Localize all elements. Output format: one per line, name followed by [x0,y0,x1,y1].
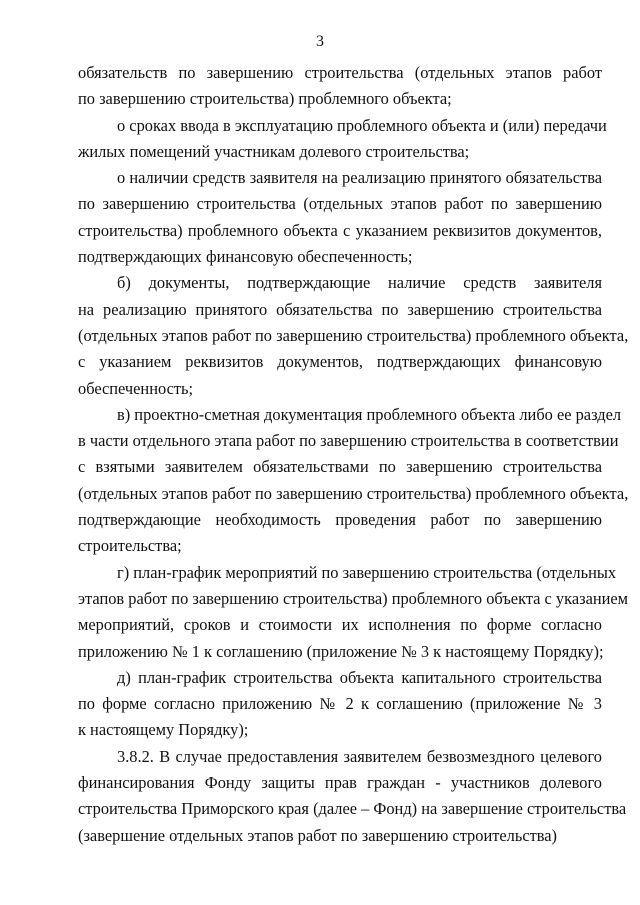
text-line: о сроках ввода в эксплуатацию проблемного объекта и (или) передачи [117,115,607,135]
paragraph [78,744,627,849]
paragraph [78,165,602,270]
text-line: строительства Приморского края (далее – Фонд) на завершение строительства [78,799,627,819]
paragraph [78,270,629,401]
text-line: с указанием реквизитов документов, подтверждающих финансовую [78,352,602,372]
text-line: к настоящему Порядку); [78,720,249,740]
text-line: г) план-график мероприятий по завершению строительства (отдельных [117,562,617,582]
text-line: (завершение отдельных этапов работ по завершению строительства) [78,825,558,845]
text-line: обеспеченность; [78,378,194,398]
paragraph [78,665,602,744]
paragraph [78,113,607,166]
page-number: 3 [316,33,324,50]
text-line: подтверждающих финансовую обеспеченность; [78,247,413,267]
text-line: жилых помещений участникам долевого строительства; [78,141,470,161]
text-line: подтверждающие необходимость проведения работ по завершению [78,510,602,530]
text-line: финансирования Фонду защиты прав граждан - участников долевого [78,773,602,793]
text-line: д) план-график строительства объекта капитального строительства [117,667,602,687]
paragraph [78,560,629,665]
text-line: мероприятий, сроков и стоимости их исполнения по форме согласно [78,615,602,635]
text-line: (отдельных этапов работ по завершению строительства) проблемного объекта, [78,325,629,345]
text-line: с взятыми заявителем обязательствами по завершению строительства [78,457,602,477]
text-line: приложению № 1 к соглашению (приложение № 3 к настоящему Порядку); [78,641,604,661]
text-line: по форме согласно приложению № 2 к соглашению (приложение № 3 [78,694,602,714]
text-line: на реализацию принятого обязательства по завершению строительства [78,299,602,319]
text-line: по завершению строительства) проблемного объекта; [78,89,452,109]
text-line: о наличии средств заявителя на реализацию принятого обязательства [117,168,602,188]
document-body [78,60,629,849]
paragraph [78,60,602,113]
text-line: этапов работ по завершению строительства) проблемного объекта с указанием [78,588,629,608]
text-line: строительства) проблемного объекта с указанием реквизитов документов, [78,220,602,240]
text-line: 3.8.2. В случае предоставления заявителем безвозмездного целевого [117,746,602,766]
text-line: по завершению строительства (отдельных этапов работ по завершению [78,194,602,214]
text-line: (отдельных этапов работ по завершению строительства) проблемного объекта, [78,483,629,503]
text-line: б) документы, подтверждающие наличие средств заявителя [117,273,602,293]
paragraph [78,402,629,560]
text-line: обязательств по завершению строительства (отдельных этапов работ [78,63,602,82]
text-line: строительства; [78,536,182,556]
text-line: в части отдельного этапа работ по завершению строительства в соответствии [78,431,619,451]
text-line: в) проектно-сметная документация проблемного объекта либо ее раздел [117,404,622,424]
